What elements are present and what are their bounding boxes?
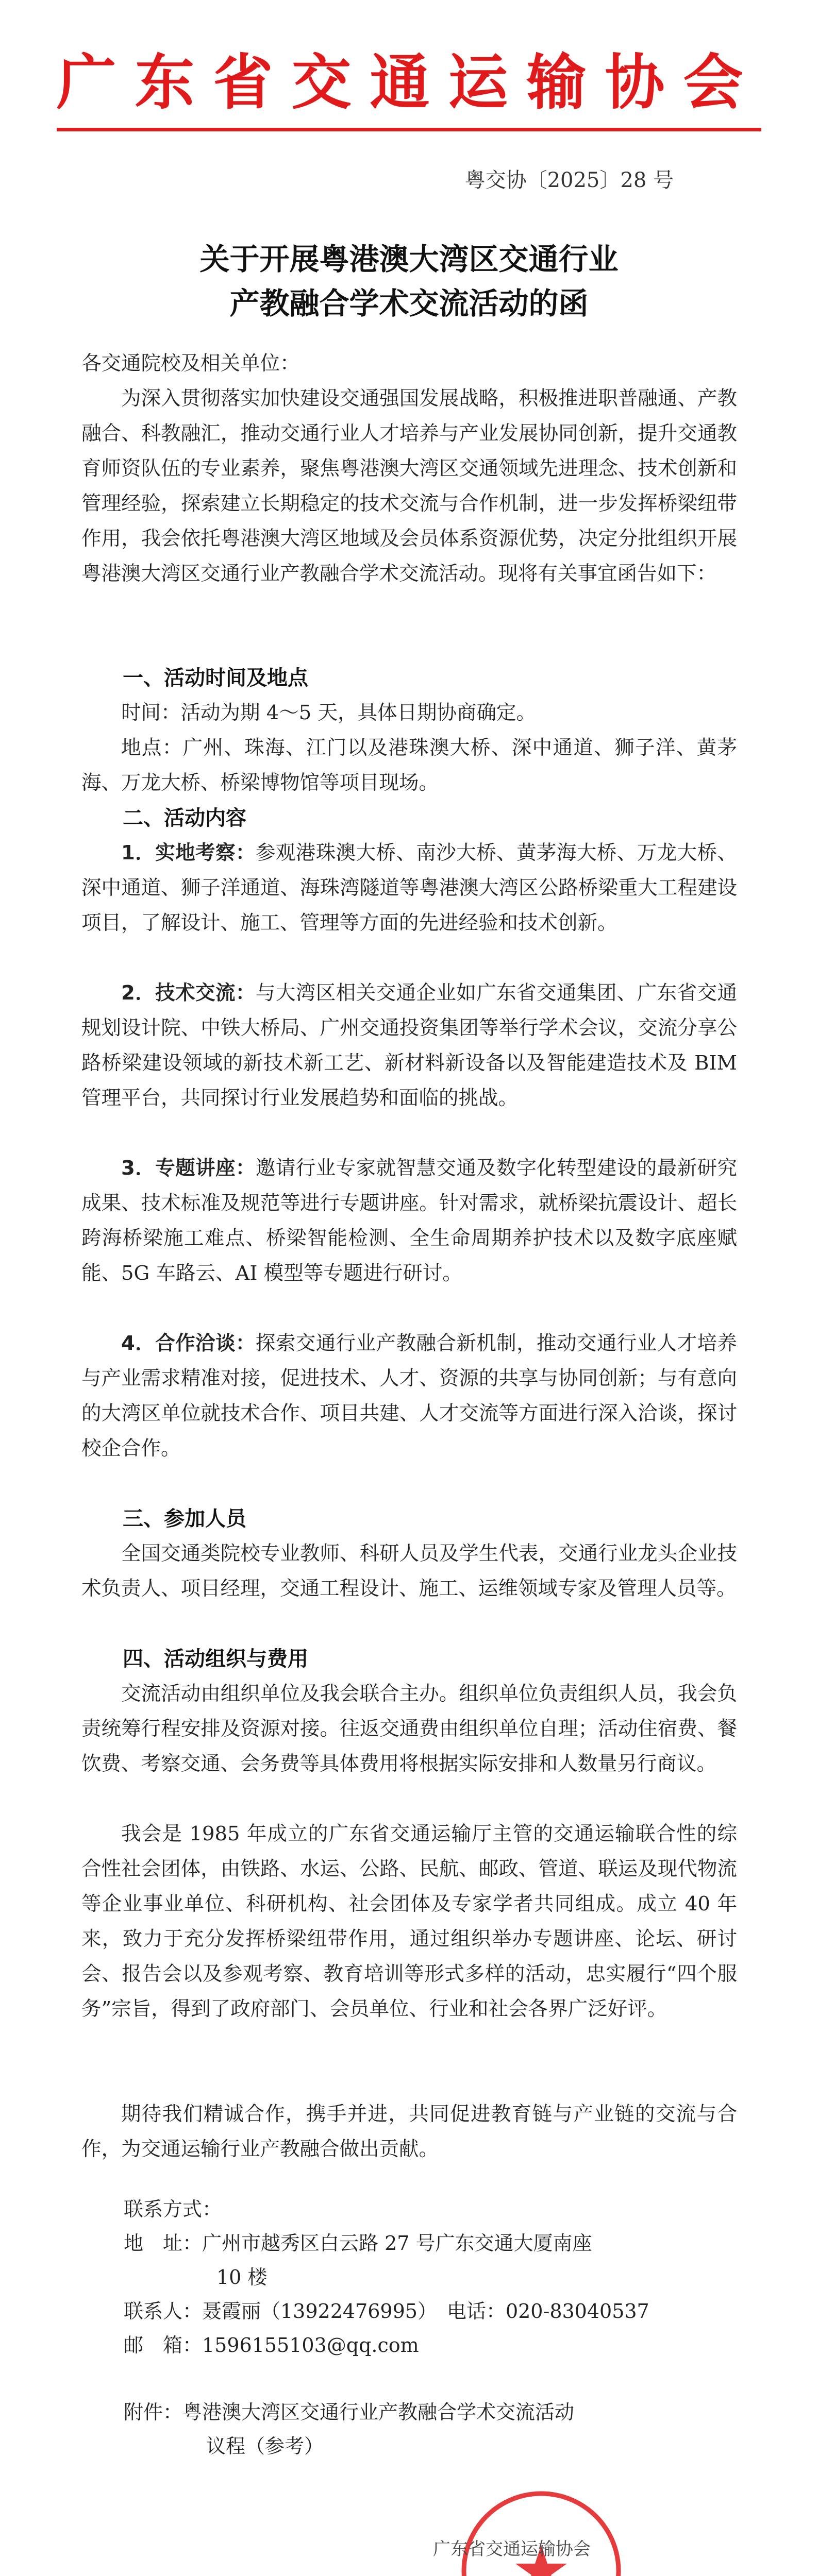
signature-org: 广东省交通运输协会	[433, 2539, 591, 2560]
section1-time: 时间：活动为期 4～5 天，具体日期协商确定。	[121, 701, 536, 724]
red-divider	[57, 128, 761, 131]
section4-paragraph2: 我会是 1985 年成立的广东省交通运输厅主管的交通运输联合性的综合性社会团体，由铁路、水运、公路、民航、邮政、管道、联运及现代物流等企业事业单位、科研机构、社会团体及专家学者共同组成。成立 40 年来，致力于充分发挥桥梁纽带作用，通过组织举办专题讲座、论坛、研讨会、报告会以及参观考察、教育培训等形式多样的活动，忠实履行“四个服务”宗旨，得到了政府部门、会员单位、行业和社会各界广泛好评。	[81, 1822, 737, 2021]
item3-paragraph	[81, 1151, 737, 1291]
item1-label: 1．实地考察：	[121, 841, 256, 865]
association-header-title: 广东省交通运输协会	[56, 47, 762, 117]
item2-text: 与大湾区相关交通企业如广东省交通集团、广东省交通规划设计院、中铁大桥局、广州交通投资集团等举行学术会议，交流分享公路桥梁建设领域的新技术新工艺、新材料新设备以及智能建造技术及 BIM 管理平台，共同探讨行业发展趋势和面临的挑战。	[81, 981, 737, 1110]
contact-heading: 联系方式：	[124, 2198, 222, 2221]
item1-text: 参观港珠澳大桥、南沙大桥、黄茅海大桥、万龙大桥、深中通道、狮子洋通道、海珠湾隧道等粤港澳大湾区公路桥梁重大工程建设项目，了解设计、施工、管理等方面的先进经验和技术创新。	[81, 841, 737, 935]
section4-paragraph1: 交流活动由组织单位及我会联合主办。组织单位负责组织人员，我会负责统筹行程安排及资源对接。往返交通费由组织单位自理；活动住宿费、餐饮费、考察交通、会务费等具体费用将根据实际安排和人数量另行商议。	[81, 1682, 737, 1775]
letter-title-line2: 产教融合学术交流活动的函	[229, 286, 589, 321]
document-number: 粤交协〔2025〕28 号	[464, 168, 674, 192]
section2-heading: 二、活动内容	[123, 806, 246, 830]
section3-heading: 三、参加人员	[123, 1507, 246, 1531]
section4-heading: 四、活动组织与费用	[123, 1647, 308, 1671]
official-seal-icon	[448, 2478, 634, 2576]
item1-paragraph	[81, 836, 737, 941]
section1-place: 地点：广州、珠海、江门以及港珠澳大桥、深中通道、狮子洋、黄茅海、万龙大桥、桥梁博物馆等项目现场。	[81, 736, 737, 794]
item3-text: 邀请行业专家就智慧交通及数字化转型建设的最新研究成果、技术标准及规范等进行专题讲座。针对需求，就桥梁抗震设计、超长跨海桥梁施工难点、桥梁智能检测、全生命周期养护技术以及数字底座赋能、5G 车路云、AI 模型等专题进行研讨。	[81, 1157, 737, 1285]
contact-address-cont: 10 楼	[216, 2266, 268, 2289]
closing-paragraph: 期待我们精诚合作，携手并进，共同促进教育链与产业链的交流与合作，为交通运输行业产教融合做出贡献。	[81, 2103, 737, 2161]
letter-title-line1: 关于开展粤港澳大湾区交通行业	[199, 242, 619, 277]
item2-label: 2．技术交流：	[121, 981, 256, 1005]
attachment-note-line2: 议程（参考）	[206, 2435, 324, 2458]
section3-text: 全国交通类院校专业教师、科研人员及学生代表，交通行业龙头企业技术负责人、项目经理，交通工程设计、施工、运维领域专家及管理人员等。	[81, 1542, 737, 1600]
contact-email: 邮 箱：1596155103@qq.com	[124, 2334, 419, 2357]
item4-paragraph	[81, 1326, 737, 1466]
contact-address: 地 址：广州市越秀区白云路 27 号广东交通大厦南座	[124, 2232, 592, 2255]
item4-text: 探索交通行业产教融合新机制，推动交通行业人才培养与产业需求精准对接，促进技术、人才、资源的共享与协同创新；与有意向的大湾区单位就技术合作、项目共建、人才交流等方面进行深入洽谈，探讨校企合作。	[81, 1332, 737, 1460]
item3-label: 3．专题讲座：	[121, 1157, 256, 1180]
section1-heading: 一、活动时间及地点	[123, 666, 308, 690]
intro-paragraph: 为深入贯彻落实加快建设交通强国发展战略，积极推进职普融通、产教融合、科教融汇，推动交通行业人才培养与产业发展协同创新，提升交通教育师资队伍的专业素养，聚焦粤港澳大湾区交通领域先进理念、技术创新和管理经验，探索建立长期稳定的技术交流与合作机制，进一步发挥桥梁纽带作用，我会依托粤港澳大湾区地域及会员体系资源优势，决定分批组织开展粤港澳大湾区交通行业产教融合学术交流活动。现将有关事宜函告如下：	[81, 387, 737, 585]
salutation: 各交通院校及相关单位：	[81, 352, 300, 375]
item4-label: 4．合作洽谈：	[121, 1332, 256, 1355]
item2-paragraph	[81, 976, 737, 1116]
contact-person: 联系人：聂霞丽（13922476995） 电话：020-83040537	[124, 2300, 649, 2323]
attachment-note-line1: 附件：粤港澳大湾区交通行业产教融合学术交流活动	[124, 2401, 575, 2424]
